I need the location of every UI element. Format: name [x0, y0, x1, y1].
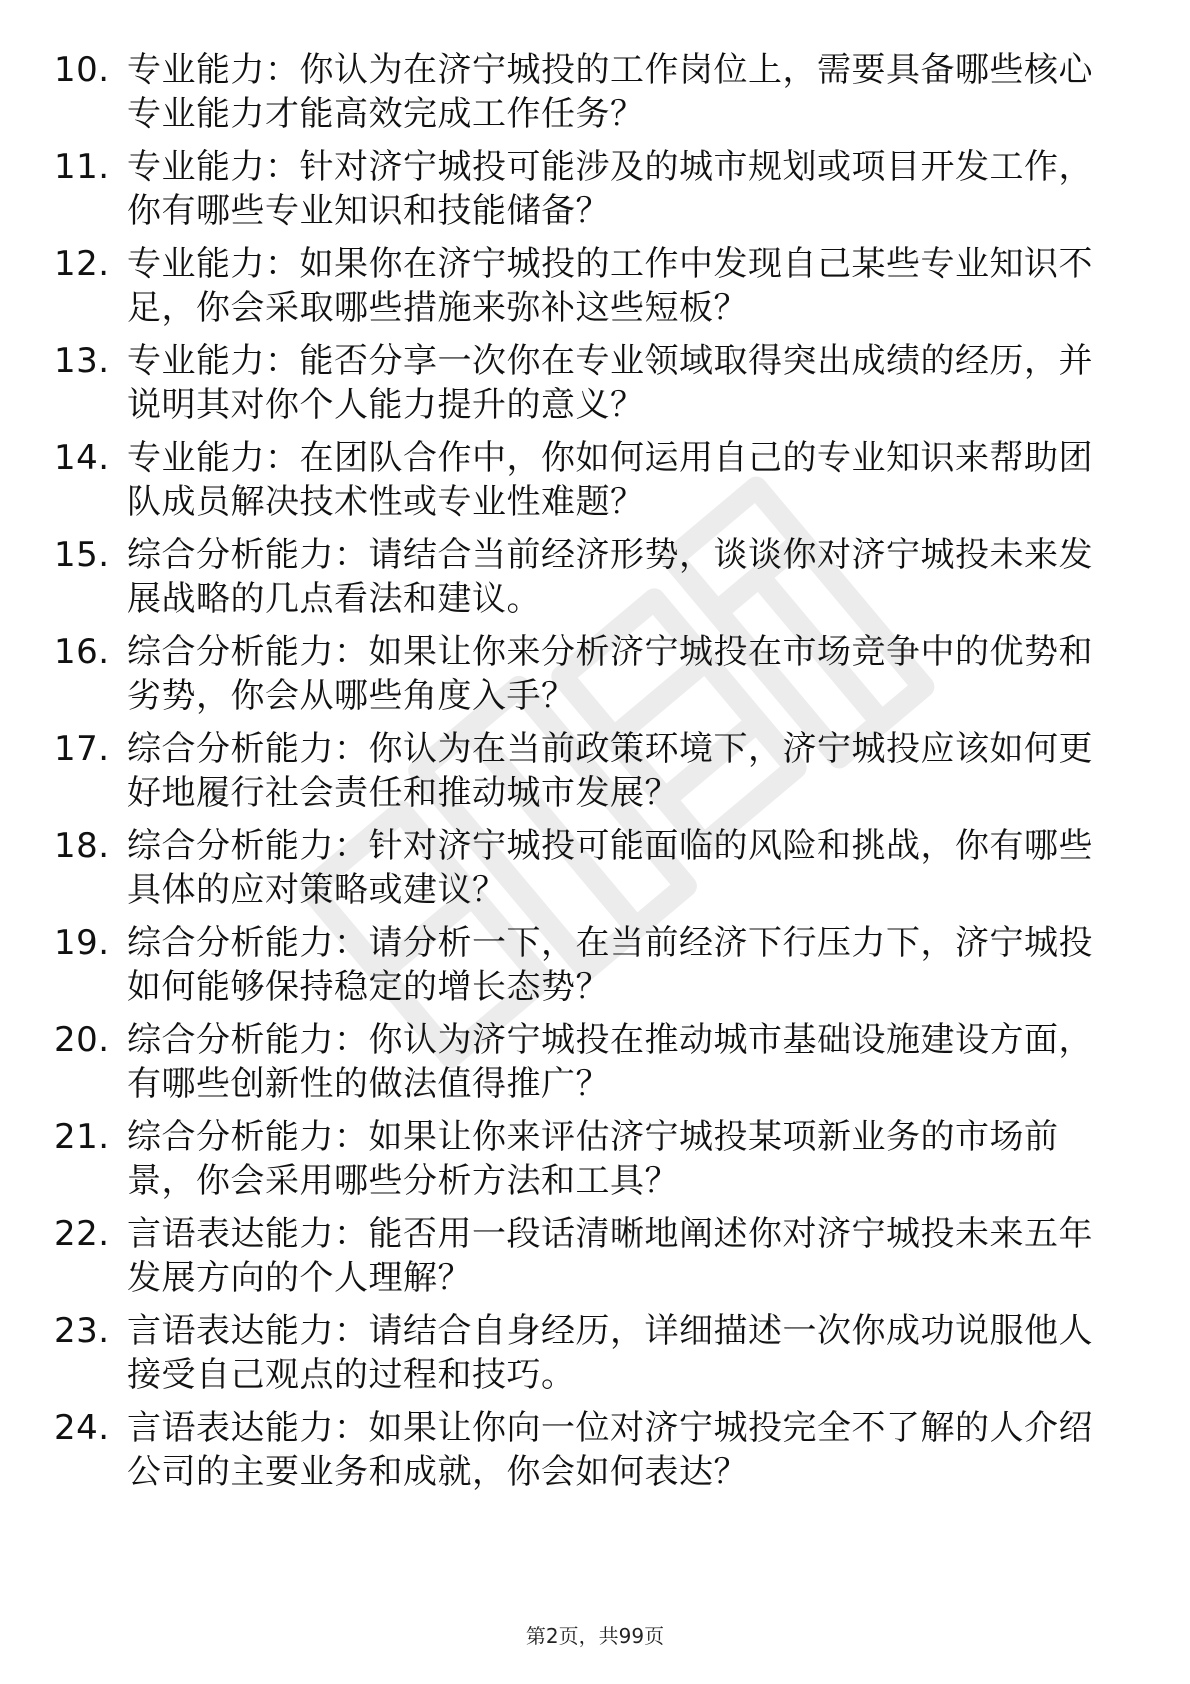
question-number: 24.: [54, 1408, 110, 1448]
question-text: [127, 48, 1127, 136]
question-line: 劣势，你会从哪些角度入手？: [127, 676, 576, 716]
page-footer: 第2页，共99页: [525, 1624, 665, 1648]
question-text: [127, 1018, 1127, 1106]
question-text: [127, 1212, 1127, 1300]
question-line: 说明其对你个人能力提升的意义？: [127, 385, 645, 425]
question-number: 22.: [54, 1214, 110, 1254]
question-line: 综合分析能力：请分析一下，在当前经济下行压力下，济宁城投: [127, 923, 1093, 963]
question-number: 18.: [54, 826, 110, 866]
question-line: 言语表达能力：请结合自身经历，详细描述一次你成功说服他人: [127, 1311, 1093, 1351]
question-line: 专业能力：能否分享一次你在专业领域取得突出成绩的经历，并: [127, 341, 1093, 381]
question-line: 综合分析能力：你认为济宁城投在推动城市基础设施建设方面，: [127, 1020, 1093, 1060]
question-number: 16.: [54, 632, 110, 672]
question-line: 你有哪些专业知识和技能储备？: [127, 191, 610, 231]
question-line: 专业能力：你认为在济宁城投的工作岗位上，需要具备哪些核心: [127, 50, 1093, 90]
question-line: 综合分析能力：针对济宁城投可能面临的风险和挑战，你有哪些: [127, 826, 1093, 866]
question-text: [127, 436, 1127, 524]
question-number: 23.: [54, 1311, 110, 1351]
question-line: 队成员解决技术性或专业性难题？: [127, 482, 645, 522]
question-text: [127, 921, 1127, 1009]
question-line: 言语表达能力：能否用一段话清晰地阐述你对济宁城投未来五年: [127, 1214, 1093, 1254]
question-number: 19.: [54, 923, 110, 963]
question-text: [127, 533, 1127, 621]
question-text: [127, 727, 1127, 815]
question-line: 言语表达能力：如果让你向一位对济宁城投完全不了解的人介绍: [127, 1408, 1093, 1448]
question-line: 综合分析能力：如果让你来分析济宁城投在市场竞争中的优势和: [127, 632, 1093, 672]
question-text: [127, 145, 1127, 233]
question-line: 公司的主要业务和成就，你会如何表达？: [127, 1452, 748, 1492]
question-text: [127, 1406, 1127, 1494]
question-line: 专业能力：如果你在济宁城投的工作中发现自己某些专业知识不: [127, 244, 1093, 284]
question-number: 12.: [54, 244, 110, 284]
question-line: 专业能力：针对济宁城投可能涉及的城市规划或项目开发工作，: [127, 147, 1093, 187]
question-line: 足，你会采取哪些措施来弥补这些短板？: [127, 288, 748, 328]
question-line: 发展方向的个人理解？: [127, 1258, 472, 1298]
question-number: 11.: [54, 147, 110, 187]
question-line: 如何能够保持稳定的增长态势？: [127, 967, 610, 1007]
question-number: 14.: [54, 438, 110, 478]
question-line: 具体的应对策略或建议？: [127, 870, 507, 910]
question-number: 21.: [54, 1117, 110, 1157]
question-number: 20.: [54, 1020, 110, 1060]
question-line: 专业能力才能高效完成工作任务？: [127, 94, 645, 134]
question-line: 展战略的几点看法和建议。: [127, 579, 541, 619]
question-line: 专业能力：在团队合作中，你如何运用自己的专业知识来帮助团: [127, 438, 1093, 478]
question-number: 17.: [54, 729, 110, 769]
question-line: 综合分析能力：如果让你来评估济宁城投某项新业务的市场前: [127, 1117, 1059, 1157]
question-text: [127, 242, 1127, 330]
question-line: 综合分析能力：你认为在当前政策环境下，济宁城投应该如何更: [127, 729, 1093, 769]
question-line: 有哪些创新性的做法值得推广？: [127, 1064, 610, 1104]
question-number: 15.: [54, 535, 110, 575]
question-number: 10.: [54, 50, 110, 90]
question-text: [127, 1115, 1127, 1203]
question-text: [127, 824, 1127, 912]
question-line: 综合分析能力：请结合当前经济形势，谈谈你对济宁城投未来发: [127, 535, 1093, 575]
question-line: 接受自己观点的过程和技巧。: [127, 1355, 576, 1395]
question-text: [127, 339, 1127, 427]
question-line: 好地履行社会责任和推动城市发展？: [127, 773, 679, 813]
question-text: [127, 630, 1127, 718]
question-text: [127, 1309, 1127, 1397]
question-number: 13.: [54, 341, 110, 381]
question-line: 景，你会采用哪些分析方法和工具？: [127, 1161, 679, 1201]
